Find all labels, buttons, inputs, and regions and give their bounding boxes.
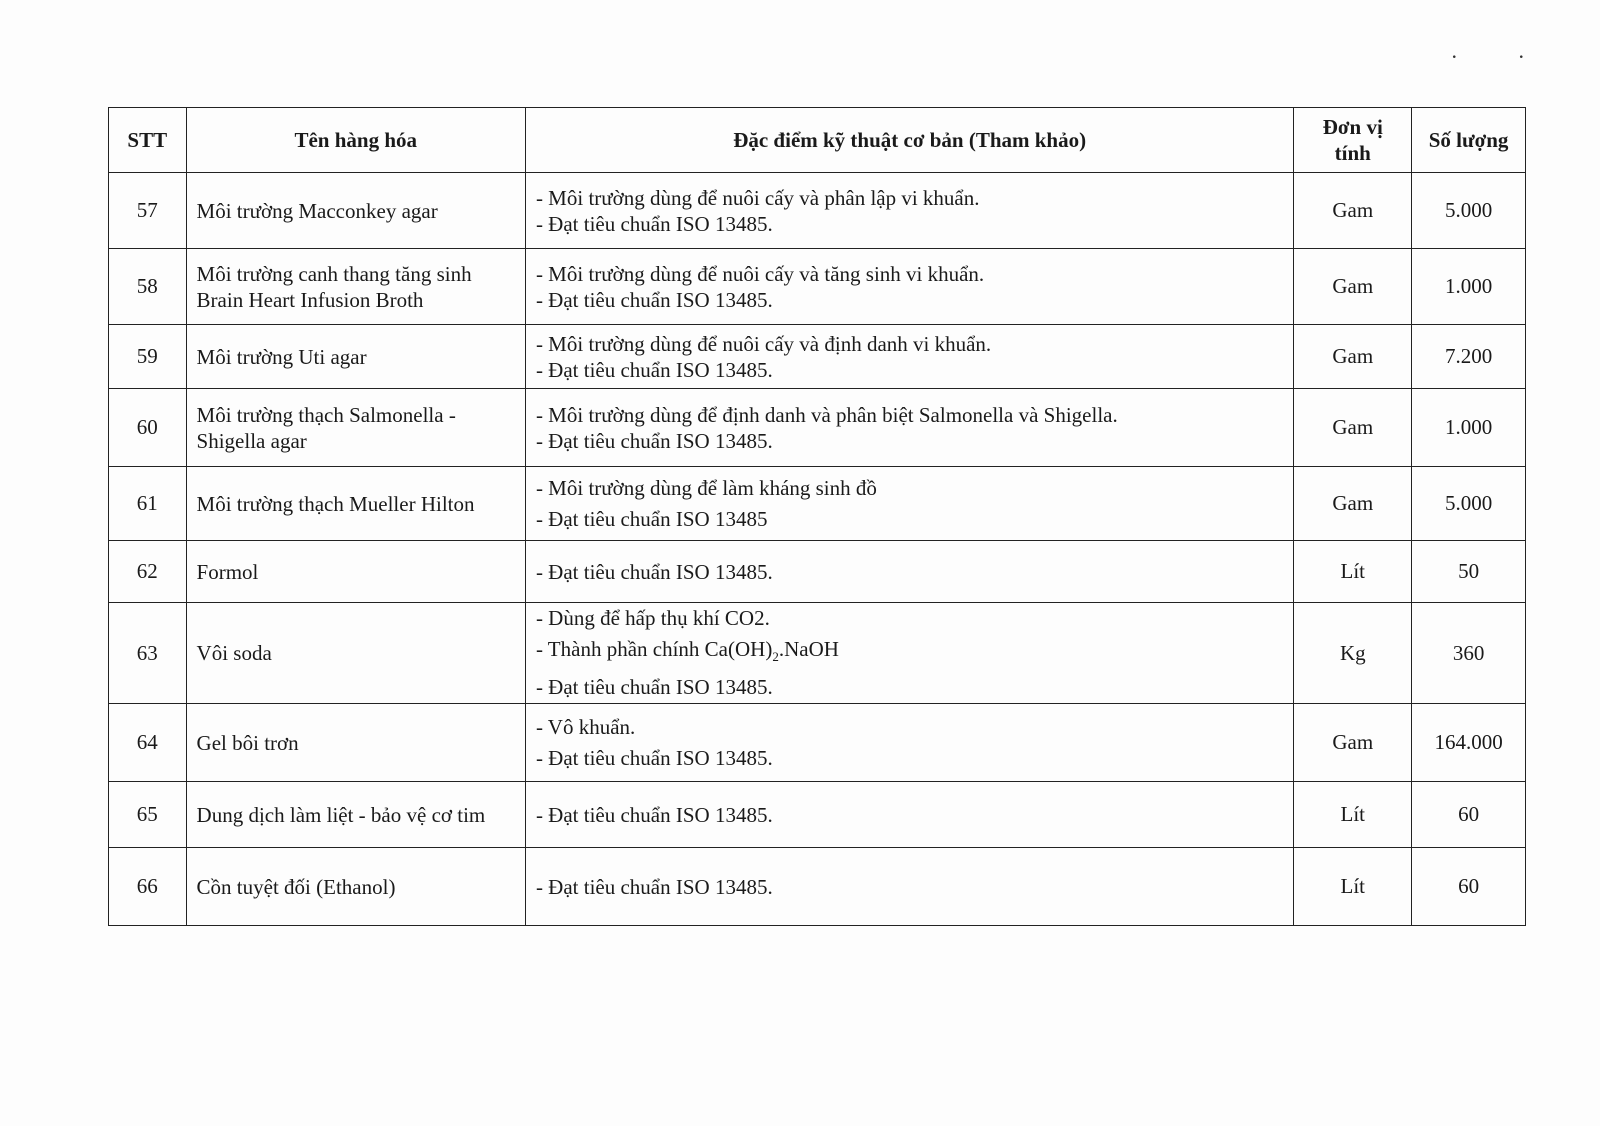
row-stt: 58 bbox=[109, 249, 187, 325]
spec-line: - Đạt tiêu chuẩn ISO 13485. bbox=[535, 745, 773, 770]
row-unit: Gam bbox=[1294, 389, 1412, 467]
row-unit: Gam bbox=[1294, 704, 1412, 782]
row-stt: 61 bbox=[109, 467, 187, 541]
row-qty: 360 bbox=[1412, 603, 1526, 704]
table-row bbox=[109, 325, 1526, 389]
row-stt: 60 bbox=[109, 389, 187, 467]
row-name: Cồn tuyệt đối (Ethanol) bbox=[186, 848, 525, 926]
header-unit-line1: Đơn vị bbox=[1322, 115, 1383, 139]
row-qty: 7.200 bbox=[1412, 325, 1526, 389]
table-row bbox=[109, 704, 1526, 782]
spec-line: - Đạt tiêu chuẩn ISO 13485. bbox=[535, 287, 773, 312]
row-stt: 65 bbox=[109, 782, 187, 848]
row-spec bbox=[525, 467, 1293, 541]
row-stt: 57 bbox=[109, 173, 187, 249]
page-marks: . . bbox=[1451, 38, 1552, 63]
row-spec bbox=[525, 704, 1293, 782]
row-spec bbox=[525, 541, 1293, 603]
table-row bbox=[109, 249, 1526, 325]
row-unit: Gam bbox=[1294, 173, 1412, 249]
row-stt: 59 bbox=[109, 325, 187, 389]
row-spec bbox=[525, 389, 1293, 467]
spec-line: - Môi trường dùng để định danh và phân biệt Salmonella và Shigella. bbox=[535, 402, 1118, 427]
table-body bbox=[109, 173, 1526, 926]
row-name: Môi trường canh thang tăng sinh Brain Heart Infusion Broth bbox=[186, 249, 525, 325]
row-stt: 64 bbox=[109, 704, 187, 782]
row-name: Môi trường Uti agar bbox=[186, 325, 525, 389]
spec-line: - Đạt tiêu chuẩn ISO 13485. bbox=[535, 559, 773, 584]
row-unit: Kg bbox=[1294, 603, 1412, 704]
header-qty: Số lượng bbox=[1412, 108, 1526, 173]
spec-line: - Môi trường dùng để làm kháng sinh đồ bbox=[535, 475, 877, 500]
row-spec bbox=[525, 325, 1293, 389]
row-name: Vôi soda bbox=[186, 603, 525, 704]
spec-line: - Môi trường dùng để nuôi cấy và định danh vi khuẩn. bbox=[535, 331, 992, 356]
row-stt: 62 bbox=[109, 541, 187, 603]
row-unit: Lít bbox=[1294, 782, 1412, 848]
row-name: Môi trường Macconkey agar bbox=[186, 173, 525, 249]
spec-line: - Đạt tiêu chuẩn ISO 13485 bbox=[535, 506, 768, 531]
table-row bbox=[109, 848, 1526, 926]
header-name: Tên hàng hóa bbox=[186, 108, 525, 173]
row-qty: 50 bbox=[1412, 541, 1526, 603]
row-qty: 1.000 bbox=[1412, 389, 1526, 467]
spec-line: - Môi trường dùng để nuôi cấy và phân lập vi khuẩn. bbox=[535, 185, 980, 210]
row-spec bbox=[525, 173, 1293, 249]
spec-line: - Đạt tiêu chuẩn ISO 13485. bbox=[535, 874, 773, 899]
row-qty: 60 bbox=[1412, 848, 1526, 926]
row-spec bbox=[525, 848, 1293, 926]
row-name: Môi trường thạch Salmonella - Shigella agar bbox=[186, 389, 525, 467]
row-qty: 1.000 bbox=[1412, 249, 1526, 325]
spec-line: - Đạt tiêu chuẩn ISO 13485. bbox=[535, 428, 773, 453]
spec-table bbox=[108, 107, 1526, 926]
row-stt: 66 bbox=[109, 848, 187, 926]
table-row bbox=[109, 467, 1526, 541]
row-spec bbox=[525, 249, 1293, 325]
header-stt: STT bbox=[109, 108, 187, 173]
row-unit: Gam bbox=[1294, 325, 1412, 389]
table-row bbox=[109, 173, 1526, 249]
spec-line: - Đạt tiêu chuẩn ISO 13485. bbox=[535, 211, 773, 236]
spec-line: - Đạt tiêu chuẩn ISO 13485. bbox=[535, 675, 773, 700]
row-unit: Gam bbox=[1294, 249, 1412, 325]
row-qty: 5.000 bbox=[1412, 467, 1526, 541]
row-spec bbox=[525, 782, 1293, 848]
spec-line: - Đạt tiêu chuẩn ISO 13485. bbox=[535, 357, 773, 382]
table-row bbox=[109, 389, 1526, 467]
table-row bbox=[109, 541, 1526, 603]
row-name: Formol bbox=[186, 541, 525, 603]
row-qty: 164.000 bbox=[1412, 704, 1526, 782]
row-stt: 63 bbox=[109, 603, 187, 704]
row-spec bbox=[525, 603, 1293, 704]
spec-line: - Vô khuẩn. bbox=[535, 714, 636, 739]
row-qty: 5.000 bbox=[1412, 173, 1526, 249]
spec-line: - Môi trường dùng để nuôi cấy và tăng sinh vi khuẩn. bbox=[535, 261, 985, 286]
header-unit bbox=[1294, 108, 1412, 173]
row-unit: Lít bbox=[1294, 848, 1412, 926]
spec-line: - Thành phần chính $Ca(OH)_2.NaOH$ bbox=[535, 637, 839, 665]
header-unit-line2: tính bbox=[1334, 141, 1371, 165]
spec-line: - Đạt tiêu chuẩn ISO 13485. bbox=[535, 802, 773, 827]
row-name: Môi trường thạch Mueller Hilton bbox=[186, 467, 525, 541]
row-name: Dung dịch làm liệt - bảo vệ cơ tim bbox=[186, 782, 525, 848]
table-row bbox=[109, 603, 1526, 704]
row-unit: Gam bbox=[1294, 467, 1412, 541]
table-row bbox=[109, 782, 1526, 848]
row-unit: Lít bbox=[1294, 541, 1412, 603]
spec-line: - Dùng để hấp thụ khí CO2. bbox=[535, 606, 770, 630]
header-spec: Đặc điểm kỹ thuật cơ bản (Tham khảo) bbox=[525, 108, 1293, 173]
table-header-row bbox=[109, 108, 1526, 173]
row-name: Gel bôi trơn bbox=[186, 704, 525, 782]
row-qty: 60 bbox=[1412, 782, 1526, 848]
